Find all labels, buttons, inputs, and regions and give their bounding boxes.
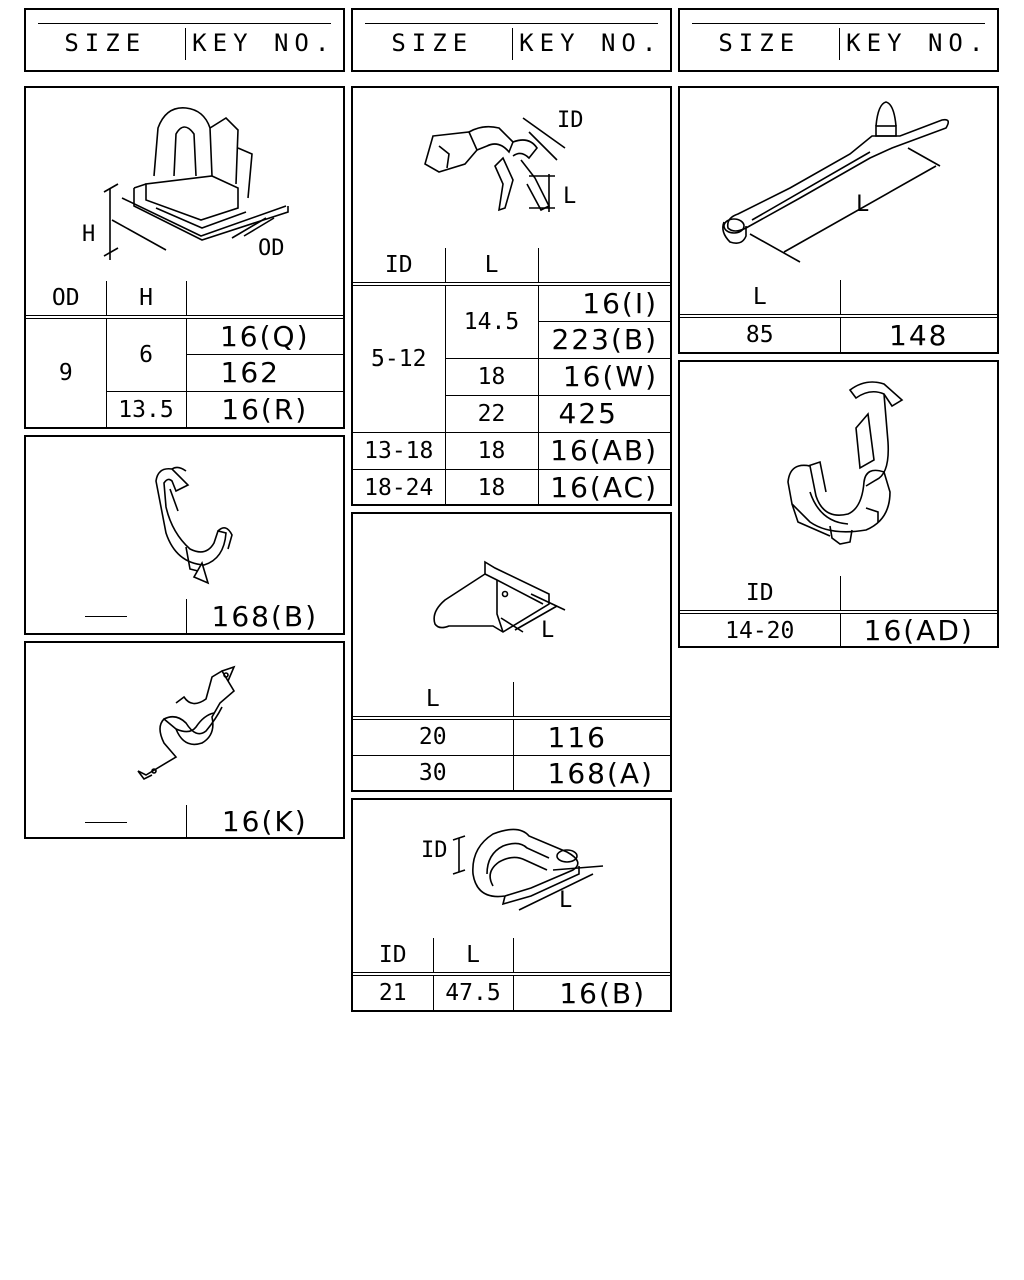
l-value: 20 [353,718,513,755]
id-value: 5-12 [353,284,445,432]
strap-table [680,280,997,352]
size-label: SIZE [64,29,147,57]
panel-hose-clamp [24,435,345,635]
key-label: KEY NO. [192,29,336,57]
label-id: ID [557,108,584,133]
rod-clip-drawing [353,88,670,248]
key-label: KEY NO. [846,29,990,57]
strap-drawing [680,88,997,280]
size-label: SIZE [718,29,801,57]
key-value: 16(I) [538,284,670,321]
size-value [26,599,186,633]
header-col3 [678,8,999,72]
col-key [840,280,997,316]
label-l: L [563,184,577,209]
l-value: 14.5 [445,284,538,358]
header-col1 [24,8,345,72]
key-value: 223(B) [538,321,670,358]
label-l: L [856,192,870,217]
col-l: L [680,280,840,316]
col-l: L [433,938,513,974]
rod-clip-table [353,248,670,506]
dash-mark [85,822,127,823]
key-value: 425 [538,395,670,432]
saddle-clamp-table [680,576,997,647]
key-label: KEY NO. [519,29,663,57]
id-value: 13-18 [353,432,445,469]
header-col2 [351,8,672,72]
col-id: ID [353,938,433,974]
size-label: SIZE [391,29,474,57]
id-value: 14-20 [680,612,840,647]
col-key [538,248,670,284]
key-value: 16(AC) [538,469,670,506]
push-clip-table [26,281,343,429]
panel-rod-clip [351,86,672,506]
col-id: ID [680,576,840,612]
p-clip-drawing [353,800,670,938]
key-value: 16(K) [186,805,343,838]
key-value: 116 [513,718,670,755]
panel-saddle-clamp [678,360,999,648]
l-value: 18 [445,358,538,395]
label-id: ID [421,838,448,863]
key-value: 16(AB) [538,432,670,469]
col-l: L [445,248,538,284]
l-value: 30 [353,755,513,791]
bent-tab-table [353,682,670,791]
label-l: L [559,888,573,913]
id-value: 18-24 [353,469,445,506]
label-od: OD [258,236,285,261]
panel-push-clip [24,86,345,429]
panel-double-clamp [24,641,345,839]
p-clip-table [353,938,670,1010]
key-value: 16(AD) [840,612,997,647]
panel-p-clip [351,798,672,1012]
od-value: 9 [26,317,106,428]
key-value: 168(A) [513,755,670,791]
col-key [840,576,997,612]
panel-bent-tab [351,512,672,792]
id-value: 21 [353,974,433,1010]
h-value: 13.5 [106,391,186,428]
saddle-clamp-drawing [680,362,997,576]
key-value: 16(Q) [186,317,343,354]
col-key [513,938,670,974]
l-value: 47.5 [433,974,513,1010]
col-id: ID [353,248,445,284]
col-h: H [106,281,186,317]
size-value [26,805,186,838]
col-od: OD [26,281,106,317]
key-value: 16(W) [538,358,670,395]
label-l: L [541,618,555,643]
col-l: L [353,682,513,718]
push-clip-drawing [26,88,343,281]
label-h: H [82,222,96,247]
key-value: 162 [186,354,343,391]
l-value: 85 [680,316,840,352]
double-clamp-table [26,805,343,838]
hose-clamp-drawing [26,437,343,599]
hose-clamp-table [26,599,343,633]
key-value: 16(B) [513,974,670,1010]
col-key [186,281,343,317]
l-value: 18 [445,469,538,506]
l-value: 18 [445,432,538,469]
key-value: 148 [840,316,997,352]
panel-strap [678,86,999,354]
h-value: 6 [106,317,186,391]
double-clamp-drawing [26,643,343,805]
key-value: 16(R) [186,391,343,428]
l-value: 22 [445,395,538,432]
key-value: 168(B) [186,599,343,633]
bent-tab-drawing [353,514,670,682]
dash-mark [85,616,127,617]
col-key [513,682,670,718]
